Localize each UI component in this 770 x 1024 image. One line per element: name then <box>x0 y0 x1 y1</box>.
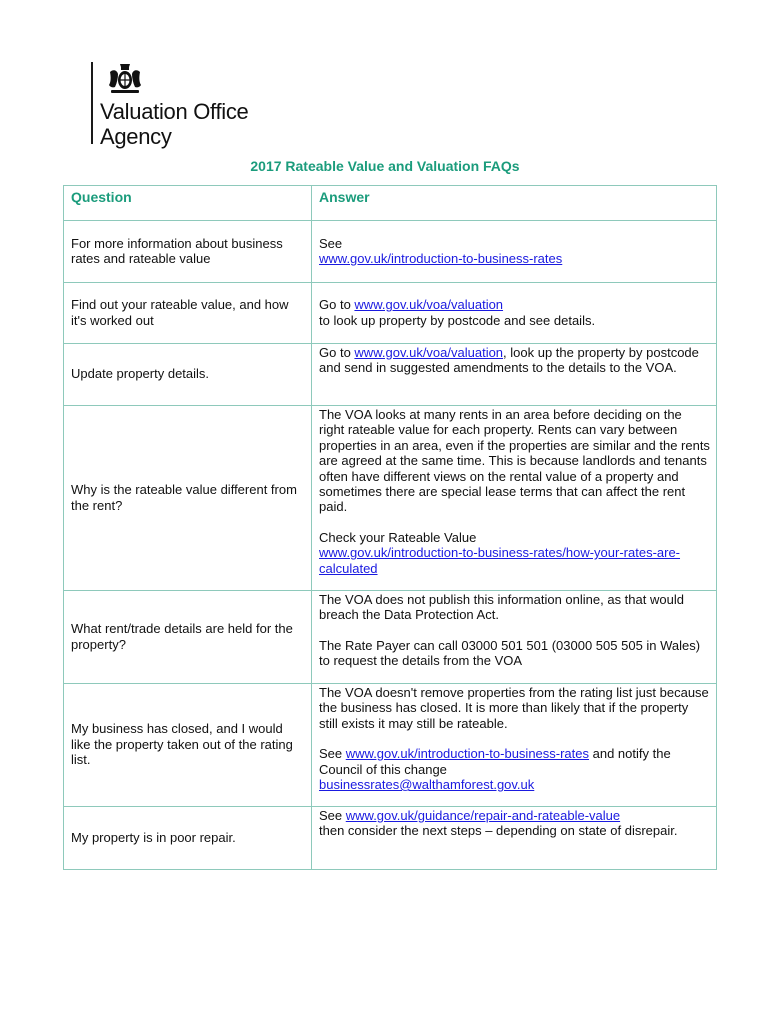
answer-text: See <box>319 746 346 762</box>
table-row <box>64 283 717 344</box>
column-header-answer: Answer <box>312 186 717 221</box>
table-row <box>64 807 717 870</box>
table-row <box>64 591 717 684</box>
answer-cell <box>312 684 717 807</box>
question-cell: For more information about business rates and rateable value <box>64 221 312 283</box>
table-row <box>64 684 717 807</box>
answer-text: The VOA does not publish this information online, as that would breach the Data Protection Act. <box>319 592 684 623</box>
business-rates-link[interactable]: www.gov.uk/introduction-to-business-rates <box>319 251 563 266</box>
page-title: 2017 Rateable Value and Valuation FAQs <box>250 158 520 174</box>
question-cell: Why is the rateable value different from the rent? <box>64 406 312 591</box>
answer-text: to look up property by postcode and see details. <box>319 312 596 328</box>
voa-logo <box>91 62 281 152</box>
answer-text: See <box>319 808 346 823</box>
logo-rule <box>91 62 93 144</box>
table-header-row <box>64 186 717 221</box>
answer-text: The Rate Payer can call 03000 501 501 (03000 505 505 in Wales) to request the details from the VOA <box>319 637 701 669</box>
question-cell: Find out your rateable value, and how it's worked out <box>64 283 312 344</box>
repair-guidance-link[interactable]: www.gov.uk/guidance/repair-and-rateable-value <box>345 808 621 823</box>
logo-line-1: Valuation Office <box>100 99 249 124</box>
voa-valuation-link[interactable]: www.gov.uk/voa/valuation <box>354 345 504 360</box>
question-cell: What rent/trade details are held for the property? <box>64 591 312 684</box>
answer-cell <box>312 807 717 870</box>
answer-cell <box>312 591 717 684</box>
question-cell: Update property details. <box>64 344 312 406</box>
question-cell: My property is in poor repair. <box>64 807 312 870</box>
answer-cell <box>312 406 717 591</box>
answer-text: and notify the Council of this change <box>319 746 671 777</box>
table-row <box>64 406 717 591</box>
table-row <box>64 221 717 283</box>
answer-cell <box>312 221 717 283</box>
answer-text: See <box>319 235 343 251</box>
how-rates-calculated-link[interactable]: www.gov.uk/introduction-to-business-rates/how-your-rates-are-calculated <box>319 545 681 576</box>
answer-text: Go to <box>319 345 355 360</box>
answer-cell <box>312 283 717 344</box>
answer-text: Check your Rateable Value <box>319 529 477 545</box>
business-rates-link[interactable]: www.gov.uk/introduction-to-business-rates <box>345 746 590 762</box>
table-row <box>64 344 717 406</box>
royal-crest-icon <box>107 62 143 96</box>
answer-text: The VOA doesn't remove properties from the rating list just because the business has closed. It is more than likely that if the property still exists it may still be rateable. <box>319 685 709 731</box>
voa-valuation-link[interactable]: www.gov.uk/voa/valuation <box>354 297 504 313</box>
logo-line-2: Agency <box>100 124 172 149</box>
logo-wordmark <box>100 99 248 149</box>
council-email-link[interactable]: businessrates@walthamforest.gov.uk <box>319 777 535 793</box>
answer-cell <box>312 344 717 406</box>
answer-text: then consider the next steps – depending on state of disrepair. <box>319 823 678 839</box>
question-cell: My business has closed, and I would like the property taken out of the rating list. <box>64 684 312 807</box>
column-header-question: Question <box>64 186 312 221</box>
answer-text: The VOA looks at many rents in an area before deciding on the right rateable value for each property. Rents can vary between properties in an area, even if the properties are similar and the rents are agreed at the same time. This is because landlords and tenants often have different views on the rental value of a property and sometimes there are special lease terms that can affect the rent paid. <box>319 407 710 515</box>
answer-text: Go to <box>319 297 355 313</box>
faq-table <box>63 185 717 870</box>
answer-text: , look up the property by postcode and send in suggested amendments to the details to the VOA. <box>319 345 699 376</box>
